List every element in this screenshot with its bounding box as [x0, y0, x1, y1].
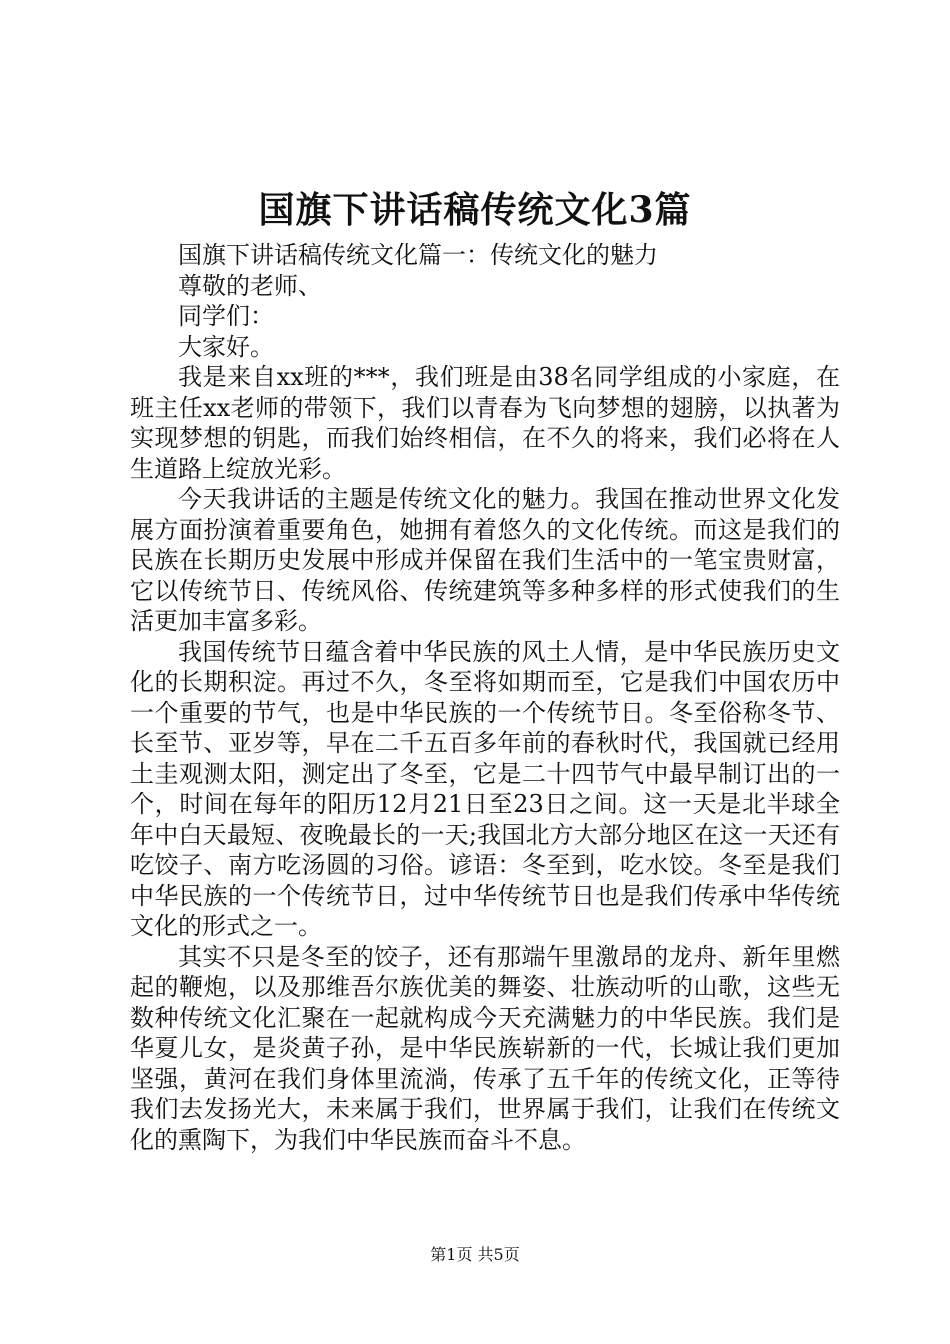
page-footer: 第1页 共5页	[430, 1245, 520, 1264]
document-title: 国旗下讲话稿传统文化3篇	[258, 189, 692, 231]
document-body	[130, 240, 840, 1155]
paragraph-greeting: 大家好。	[178, 332, 274, 361]
paragraph-winter-solstice: 我国传统节日蕴含着中华民族的风土人情，是中华民族历史文化的长期积淀。再过不久，冬至将如期而至，它是我们中国农历中一个重要的节气，也是中华民族的一个传统节日。冬至俗称冬节、长至节、亚岁等，早在二千五百多年前的春秋时代，我国就已经用土圭观测太阳，测定出了冬至，它是二十四节气中最早制订出的一个，时间在每年的阳历12月21日至23日之间。这一天是北半球全年中白天最短、夜晚最长的一天;我国北方大部分地区在这一天还有吃饺子、南方吃汤圆的习俗。谚语：冬至到，吃水饺。冬至是我们中华民族的一个传统节日，过中华传统节日也是我们传承中华传统文化的形式之一。	[130, 637, 840, 940]
paragraph-theme: 今天我讲话的主题是传统文化的魅力。我国在推动世界文化发展方面扮演着重要角色，她拥有着悠久的文化传统。而这是我们的民族在长期历史发展中形成并保留在我们生活中的一笔宝贵财富，它以传统节日、传统风俗、传统建筑等多种多样的形式使我们的生活更加丰富多彩。	[130, 485, 840, 635]
paragraph-salutation-students: 同学们：	[178, 302, 274, 330]
paragraph-heading: 国旗下讲话稿传统文化篇一：传统文化的魅力	[178, 241, 658, 269]
paragraph-salutation-teachers: 尊敬的老师、	[178, 271, 322, 300]
paragraph-introduction: 我是来自xx班的***，我们班是由38名同学组成的小家庭，在班主任xx老师的带领下，我们以青春为飞向梦想的翅膀，以执著为实现梦想的钥匙，而我们始终相信，在不久的将来，我们必将在人生道路上绽放光彩。	[130, 363, 840, 483]
paragraph-conclusion: 其实不只是冬至的饺子，还有那端午里激昂的龙舟、新年里燃起的鞭炮，以及那维吾尔族优美的舞姿、壮族动听的山歌，这些无数种传统文化汇聚在一起就构成今天充满魅力的中华民族。我们是华夏儿女，是炎黄子孙，是中华民族崭新的一代，长城让我们更加坚强，黄河在我们身体里流淌，传承了五千年的传统文化，正等待我们去发扬光大，未来属于我们，世界属于我们，让我们在传统文化的熏陶下，为我们中华民族而奋斗不息。	[130, 942, 840, 1154]
